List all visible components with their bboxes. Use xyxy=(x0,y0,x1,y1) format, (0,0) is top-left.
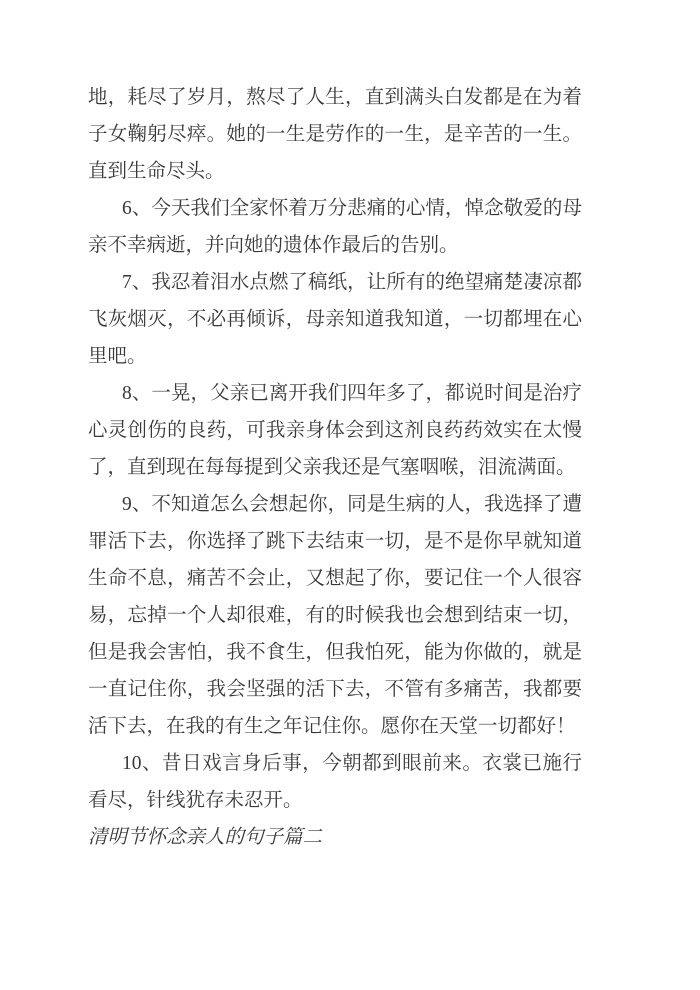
paragraph-item-8: 8、一晃，父亲已离开我们四年多了，都说时间是治疗心灵创伤的良药，可我亲身体会到这剂良药药效实在太慢了，直到现在每每提到父亲我还是气塞咽喉，泪流满面。 xyxy=(88,383,582,478)
section-heading: 清明节怀念亲人的句子篇二 xyxy=(88,827,323,848)
paragraph-item-10: 10、昔日戏言身后事，今朝都到眼前来。衣裳已施行看尽，针线犹存未忍开。 xyxy=(88,753,582,811)
paragraph-item-9: 9、不知道怎么会想起你，同是生病的人，我选择了遭罪活下去，你选择了跳下去结束一切，是不是你早就知道生命不息，痛苦不会止，又想起了你，要记住一个人很容易，忘掉一个人却很难，有的时候我也会想到结束一切，但是我会害怕，我不食生，但我怕死，能为你做的，就是一直记住你，我会坚强的活下去，不管有多痛苦，我都要活下去，在我的有生之年记住你。愿你在天堂一切都好！ xyxy=(88,494,582,737)
paragraph-continuation: 地，耗尽了岁月，熬尽了人生，直到满头白发都是在为着子女鞠躬尽瘁。她的一生是劳作的一生，是辛苦的一生。直到生命尽头。 xyxy=(88,87,582,182)
document-body xyxy=(88,79,582,856)
paragraph-item-6: 6、今天我们全家怀着万分悲痛的心情，悼念敬爱的母亲不幸病逝，并向她的遗体作最后的告别。 xyxy=(88,198,582,256)
paragraph-item-7: 7、我忍着泪水点燃了稿纸，让所有的绝望痛楚凄凉都飞灰烟灭，不必再倾诉，母亲知道我知道，一切都埋在心里吧。 xyxy=(88,272,582,367)
